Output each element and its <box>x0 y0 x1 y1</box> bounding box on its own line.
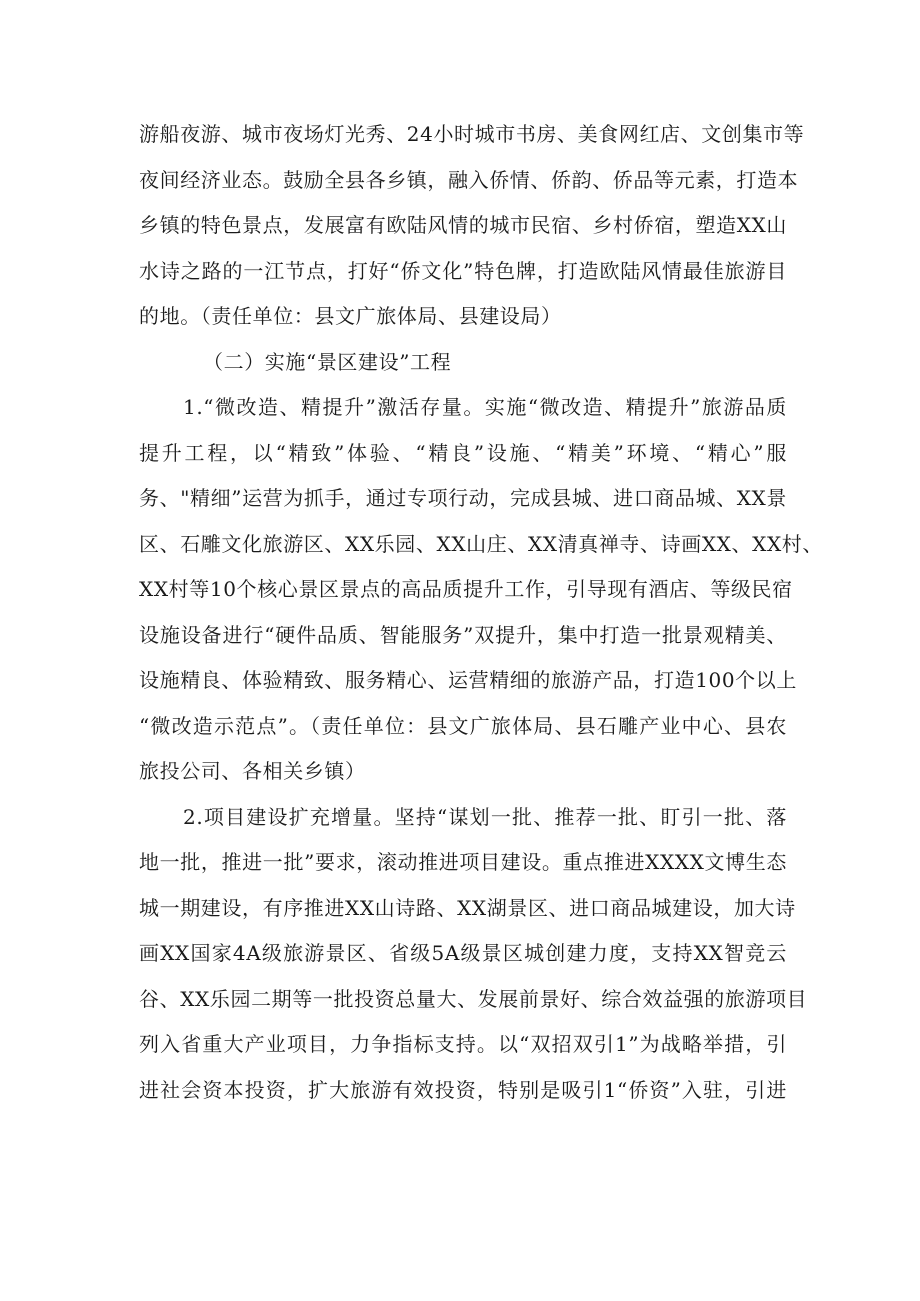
paragraph-line: XX村等10个核心景区景点的高品质提升工作，引导现有酒店、等级民宿 <box>139 577 793 601</box>
body-text <box>139 112 823 1113</box>
paragraph-line: 夜间经济业态。鼓励全县各乡镇，融入侨情、侨韵、侨品等元素，打造本 <box>139 167 799 192</box>
paragraph-line: 乡镇的特色景点，发展富有欧陆风情的城市民宿、乡村侨宿，塑造XX山 <box>139 213 787 237</box>
paragraph-line: 区、石雕文化旅游区、XX乐园、XX山庄、XX清真禅寺、诗画XX、XX村、 <box>139 531 823 556</box>
paragraph-line: 水诗之路的一江节点，打好“侨文化”特色牌，打造欧陆风情最佳旅游目 <box>139 258 787 283</box>
paragraph-line: 2.项目建设扩充增量。坚持“谋划一批、推荐一批、盯引一批、落 <box>183 804 787 829</box>
paragraph-line: 旅投公司、各相关乡镇） <box>139 759 366 783</box>
paragraph-line: 地一批，推进一批”要求，滚动推进项目建设。重点推进XXXX文博生态 <box>139 850 787 874</box>
paragraph-line: 城一期建设，有序推进XX山诗路、XX湖景区、进口商品城建设，加大诗 <box>139 895 796 920</box>
paragraph-line: 进社会资本投资，扩大旅游有效投资，特别是吸引1“侨资”入驻，引进 <box>139 1077 787 1102</box>
paragraph-line: 1.“微改造、精提升”激活存量。实施“微改造、精提升”旅游品质 <box>183 395 787 419</box>
paragraph-line: 列入省重大产业项目，力争指标支持。以“双招双引1”为战略举措，引 <box>139 1032 787 1056</box>
paragraph-line: 设施精良、体验精致、服务精心、运营精细的旅游产品，打造100个以上 <box>139 668 797 692</box>
paragraph-line: 提升工程，以“精致”体验、“精良”设施、“精美”环境、“精心”服 <box>139 440 787 465</box>
section-heading: （二）实施“景区建设”工程 <box>203 349 452 374</box>
paragraph-line: “微改造示范点”。（责任单位：县文广旅体局、县石雕产业中心、县农 <box>139 713 787 738</box>
paragraph-line: 设施设备进行“硬件品质、智能服务”双提升，集中打造一批景观精美、 <box>139 622 787 647</box>
paragraph-line: 游船夜游、城市夜场灯光秀、24小时城市书房、美食网红店、文创集市等 <box>139 122 805 146</box>
paragraph-line: 的地。（责任单位：县文广旅体局、县建设局） <box>139 304 562 328</box>
paragraph-line: 画XX国家4A级旅游景区、省级5A级景区城创建力度，支持XX智竞云 <box>139 941 787 965</box>
paragraph-line: 谷、XX乐园二期等一批投资总量大、发展前景好、综合效益强的旅游项目 <box>139 986 808 1011</box>
paragraph-line: 务、"精细”运营为抓手，通过专项行动，完成县城、进口商品城、XX景 <box>139 486 787 510</box>
